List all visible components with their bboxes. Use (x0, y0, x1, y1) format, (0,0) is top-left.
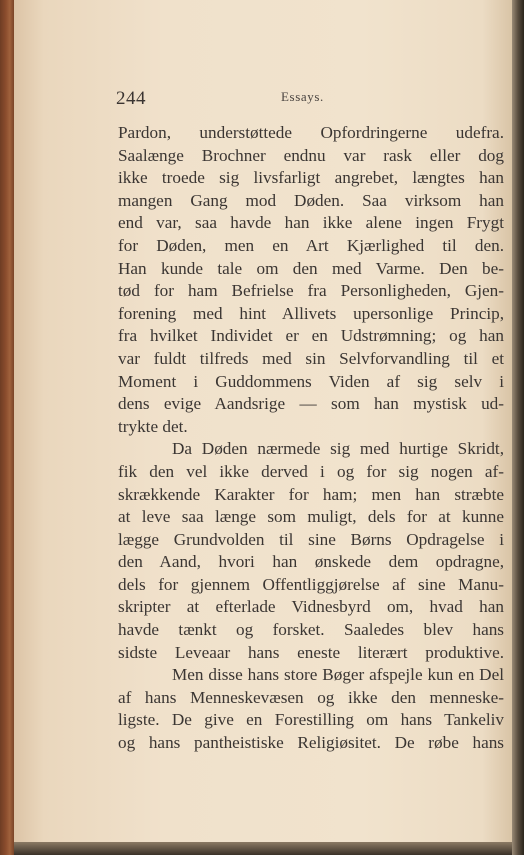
text-line: den Aand, hvori han ønskede dem opdragne, (118, 552, 504, 572)
text-line: at leve saa længe som muligt, dels for at kunne (118, 507, 504, 527)
text-line: fra hvilket Individet er en Udstrømning; og han (118, 326, 504, 346)
text-line: var fuldt tilfreds med sin Selvforvandling til et (118, 348, 504, 368)
text-line: for Døden, men en Art Kjærlighed til den. (118, 235, 504, 255)
body-text (118, 122, 504, 755)
page-number: 244 (116, 88, 146, 109)
text-line: dels for gjennem Offentliggjørelse af sine Manu- (118, 574, 504, 594)
text-line: Moment i Guddommens Viden af sig selv i (118, 371, 504, 391)
page-header (14, 88, 512, 112)
text-line: forening med hint Allivets upersonlige Princip, (118, 303, 504, 323)
text-line: sidste Leveaar hans eneste literært produktive. (118, 642, 504, 662)
text-line: mangen Gang mod Døden. Saa virksom han (118, 190, 504, 210)
text-line: Pardon, understøttede Opfordringerne udefra. (118, 123, 504, 142)
text-line: skripter at efterlade Vidnesbyrd om, hvad han (118, 597, 504, 617)
page-bottom-edge (14, 842, 512, 855)
text-line: lægge Grundvolden til sine Børns Opdragelse i (118, 529, 504, 549)
text-line: end var, saa havde han ikke alene ingen Frygt (118, 213, 504, 233)
text-line: skrækkende Karakter for ham; men han stræbte (118, 484, 504, 504)
text-line: Han kunde tale om den med Varme. Den be- (118, 258, 504, 278)
text-line: trykte det. (118, 416, 188, 436)
text-line: af hans Menneskevæsen og ikke den menneske- (118, 687, 504, 707)
text-line: tød for ham Befrielse fra Personligheden, Gjen- (118, 281, 504, 301)
page-stack-edge (512, 0, 524, 855)
text-line: dens evige Aandsrige — som han mystisk ud- (118, 394, 504, 414)
text-line: ligste. De give en Forestilling om hans Tankeliv (118, 710, 504, 730)
text-line: ikke troede sig livsfarligt angrebet, længtes han (118, 168, 504, 188)
text-line: Men disse hans store Bøger afspejle kun en Del (172, 665, 504, 685)
text-line: Da Døden nærmede sig med hurtige Skridt, (172, 439, 504, 459)
text-line: havde tænkt og forsket. Saaledes blev hans (118, 620, 504, 640)
text-line: og hans pantheistiske Religiøsitet. De røbe hans (118, 733, 504, 753)
book-cover-edge (0, 0, 14, 855)
running-head: Essays. (281, 89, 324, 104)
text-line: Saalænge Brochner endnu var rask eller dog (118, 145, 504, 165)
book-page (14, 0, 512, 842)
text-line: fik den vel ikke derved i og for sig nogen af- (118, 461, 504, 481)
